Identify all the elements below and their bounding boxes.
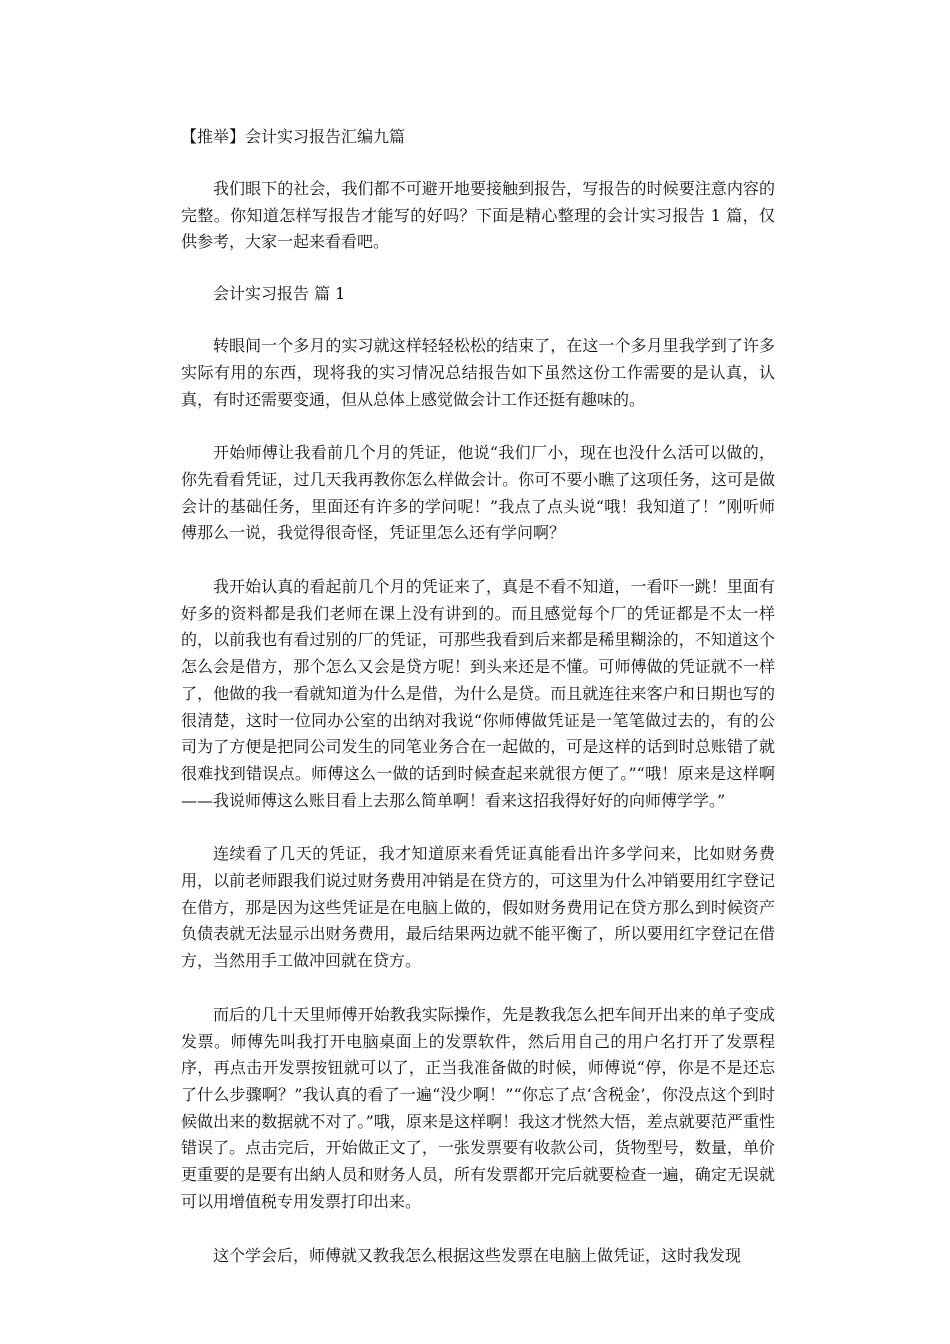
body-paragraph-5: 而后的几十天里师傅开始教我实际操作，先是教我怎么把车间开出来的单子变成发票。师傅先叫我打开电脑桌面上的发票软件，然后用自己的用户名打开了发票程序，再点击开发票按钮就可以了，正当我准备做的时候，师傅说“停，你是不是还忘了什么步骤啊？”我认真的看了一遍“没少啊！”“你忘了点‘含税金’，你没点这个到时候做出来的数据就不对了。”哦，原来是这样啊！我这才恍然大悟，差点就要范严重性错误了。点击完后，开始做正文了，一张发票要有收款公司，货物型号，数量，单价更重要的是要有出納人员和财务人员，所有发票都开完后就要检查一遍，确定无误就可以用增值税专用发票打印出来。 (181, 1004, 775, 1211)
body-paragraph-3: 我开始认真的看起前几个月的凭证来了，真是不看不知道，一看吓一跳！里面有好多的资料都是我们老师在课上没有讲到的。而且感觉每个厂的凭证都是不太一样的，以前我也有看过别的厂的凭证，可那些我看到后来都是稀里糊涂的，不知道这个怎么会是借方，那个怎么又会是贷方呢！到头来还是不懂。可师傅做的凭证就不一样了，他做的我一看就知道为什么是借，为什么是贷。而且就连往来客户和日期也写的很清楚，这时一位同办公室的出纳对我说“你师傅做凭证是一笔笔做过去的，有的公司为了方便是把同公司发生的同笔业务合在一起做的，可是这样的话到时总账错了就很难找到错误点。师傅这么一做的话到时候查起来就很方便了。”“哦！原来是这样啊——我说师傅这么账目看上去那么简单啊！看来这招我得好好的向师傅学学。” (181, 577, 775, 810)
document-page (181, 124, 775, 1269)
body-paragraph-1: 转眼间一个多月的实习就这样轻轻松松的结束了，在这一个多月里我学到了许多实际有用的东西，现将我的实习情况总结报告如下虽然这份工作需要的是认真，认真，有时还需要变通，但从总体上感觉做会计工作还挺有趣味的。 (181, 336, 775, 409)
document-title: 【推举】会计实习报告汇编九篇 (181, 127, 406, 146)
intro-paragraph: 我们眼下的社会，我们都不可避开地要接触到报告，写报告的时候要注意内容的完整。你知道怎样写报告才能写的好吗？下面是精心整理的会计实习报告 1 篇，仅供参考，大家一起来看看吧。 (181, 179, 775, 252)
body-paragraph-4: 连续看了几天的凭证，我才知道原来看凭证真能看出许多学问来，比如财务费用，以前老师跟我们说过财务费用冲销是在贷方的，可这里为什么冲销要用红字登记在借方，那是因为这些凭证是在电脑上做的，假如财务费用记在贷方那么到时候资产负债表就无法显示出财务费用，最后结果两边就不能平衡了，所以要用红字登记在借方，当然用手工做冲回就在贷方。 (181, 844, 775, 971)
body-paragraph-6: 这个学会后，师傅就又教我怎么根据这些发票在电脑上做凭证，这时我发现 (213, 1245, 742, 1265)
body-paragraph-2: 开始师傅让我看前几个月的凭证，他说“我们厂小，现在也没什么活可以做的，你先看看凭证，过几天我再教你怎么样做会计。你可不要小瞧了这项任务，这可是做会计的基础任务，里面还有许多的学问呢！”我点了点头说“哦！我知道了！”刚听师傅那么一说，我觉得很奇怪，凭证里怎么还有学问啊？ (181, 443, 775, 543)
section-heading: 会计实习报告 篇 1 (213, 284, 346, 304)
